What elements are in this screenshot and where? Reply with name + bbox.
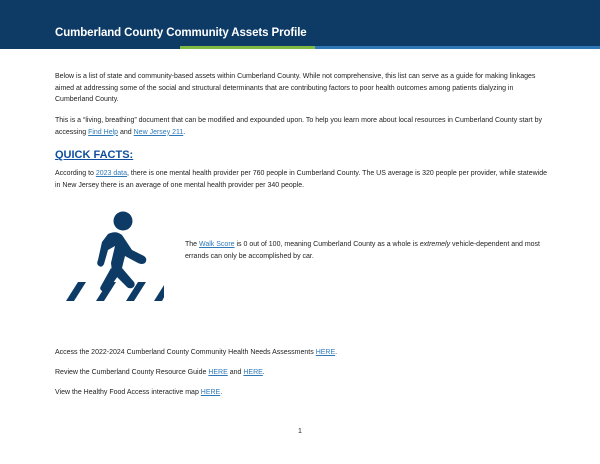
walk-score-link[interactable]: Walk Score xyxy=(199,241,235,248)
resource-guide-text-and: and xyxy=(227,369,244,376)
resource-guide-text: Review the Cumberland County Resource Guide xyxy=(55,369,209,376)
data-2023-link[interactable]: 2023 data xyxy=(95,170,128,177)
walk-score-text-middle: is 0 out of 100, meaning Cumberland County as a whole is xyxy=(234,241,420,248)
resources-paragraph xyxy=(55,115,550,138)
header-stripe-navy xyxy=(0,46,180,49)
food-access-text-end: . xyxy=(220,389,223,396)
quick-facts-heading: QUICK FACTS: xyxy=(55,149,134,161)
page-header xyxy=(0,0,600,46)
resource-guide-line xyxy=(55,367,550,379)
food-access-line xyxy=(55,387,550,399)
mental-health-text-end: , there is one mental health provider per 760 people in Cumberland County. The US average is 320 people per provider, while statewide in New Jersey there is an average of one mental health provider per 340 people. xyxy=(55,170,548,189)
chna-here-link[interactable]: HERE xyxy=(315,349,336,356)
chna-text-end: . xyxy=(335,349,338,356)
mental-health-paragraph xyxy=(55,168,550,191)
resources-text-and: and xyxy=(118,128,134,136)
resource-guide-text-end: . xyxy=(262,369,265,376)
resources-text-end: . xyxy=(183,128,186,136)
walk-score-emphasis: extremely xyxy=(419,241,451,248)
food-access-text: View the Healthy Food Access interactive map xyxy=(55,389,201,396)
page-title: Cumberland County Community Assets Profile xyxy=(55,27,307,39)
intro-paragraph: Below is a list of state and community-based assets within Cumberland County. While not comprehensive, this list can serve as a guide for making linkages aimed at addressing some of the social and structural determinants that are contributing factors to poor health outcomes among patients dialyzing in Cumberland County. xyxy=(55,73,536,103)
walk-score-text xyxy=(185,239,555,263)
walk-score-text-start: The xyxy=(185,241,200,248)
page-number: 1 xyxy=(298,428,302,435)
food-access-here-link[interactable]: HERE xyxy=(200,389,221,396)
walk-score-text-end: vehicle-dependent and most errands can only be accomplished by car. xyxy=(185,241,541,260)
header-stripe-green xyxy=(180,46,315,49)
find-help-link[interactable]: Find Help xyxy=(88,128,119,136)
chna-line xyxy=(55,347,550,359)
resources-text-start: This is a “living, breathing” document that can be modified and expounded upon. To help you learn more about local resources in Cumberland County start by accessing xyxy=(55,117,543,136)
header-stripe-blue xyxy=(315,46,600,49)
pedestrian-crosswalk-icon xyxy=(64,206,164,302)
resource-guide-here-link-1[interactable]: HERE xyxy=(208,369,228,376)
nj-211-link[interactable]: New Jersey 211 xyxy=(133,128,184,136)
mental-health-text-start: According to xyxy=(55,170,96,177)
resource-guide-here-link-2[interactable]: HERE xyxy=(243,369,263,376)
chna-text: Access the 2022-2024 Cumberland County Community Health Needs Assessments xyxy=(55,349,316,356)
